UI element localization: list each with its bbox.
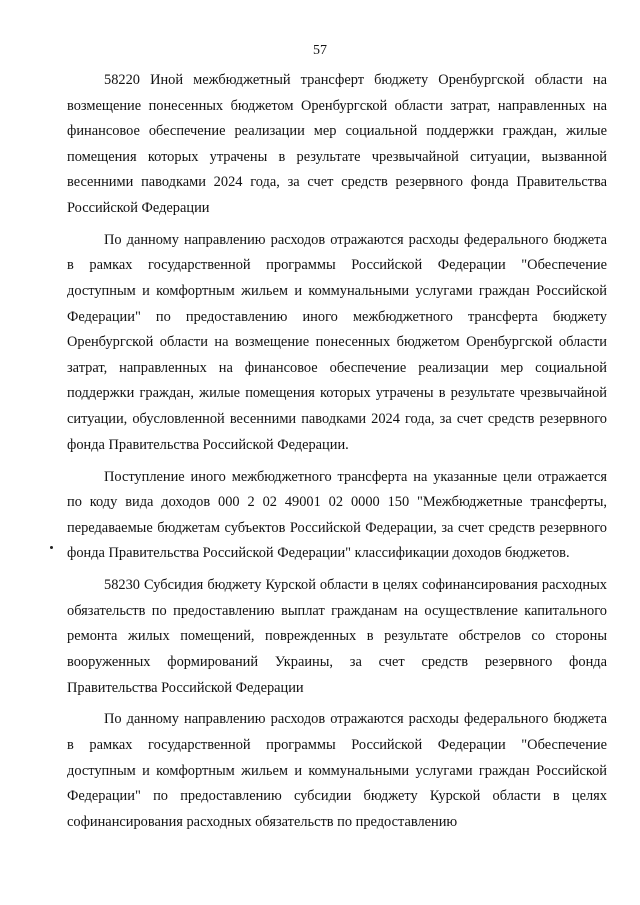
document-body — [67, 68, 607, 842]
paragraph-58230-description: По данному направлению расходов отражаются расходы федерального бюджета в рамках государственной программы Российской Федерации "Обеспечение доступным и комфортным жильем и коммунальными услугами граждан Российской Федерации" по предоставлению субсидии бюджету Курской области в целях софинансирования расходных обязательств по предоставлению — [67, 711, 607, 830]
paragraph-58220-description: По данному направлению расходов отражаются расходы федерального бюджета в рамках государственной программы Российской Федерации "Обеспечение доступным и комфортным жильем и коммунальными услугами граждан Российской Федерации" по предоставлению иного межбюджетного трансферта бюджету Оренбургской области на возмещение понесенных бюджетом Оренбургской области затрат, направленных на финансовое обеспечение реализации мер социальной поддержки граждан, жилые помещения которых утрачены в результате чрезвычайной ситуации, обусловленной весенними паводками 2024 года, за счет средств резервного фонда Правительства Российской Федерации. — [67, 231, 607, 453]
paragraph-58220-heading: 58220 Иной межбюджетный трансферт бюджету Оренбургской области на возмещение понесенных бюджетом Оренбургской области затрат, направленных на финансовое обеспечение реализации мер социальной поддержки граждан, жилые помещения которых утрачены в результате чрезвычайной ситуации, вызванной весенними паводками 2024 года, за счет средств резервного фонда Правительства Российской Федерации — [67, 72, 607, 216]
page-number: 57 — [313, 43, 327, 58]
scan-artifact-dot — [50, 546, 53, 549]
paragraph-58220-revenue-code: Поступление иного межбюджетного трансферта на указанные цели отражается по коду вида доходов 000 2 02 49001 02 0000 150 "Межбюджетные трансферты, передаваемые бюджетам субъектов Российской Федерации, за счет средств резервного фонда Правительства Российской Федерации" классификации доходов бюджетов. — [67, 468, 607, 562]
paragraph-58230-heading: 58230 Субсидия бюджету Курской области в целях софинансирования расходных обязательств по предоставлению выплат гражданам на осуществление капитального ремонта жилых помещений, поврежденных в результате обстрелов со стороны вооруженных формирований Украины, за счет средств резервного фонда Правительства Российской Федерации — [67, 577, 607, 696]
